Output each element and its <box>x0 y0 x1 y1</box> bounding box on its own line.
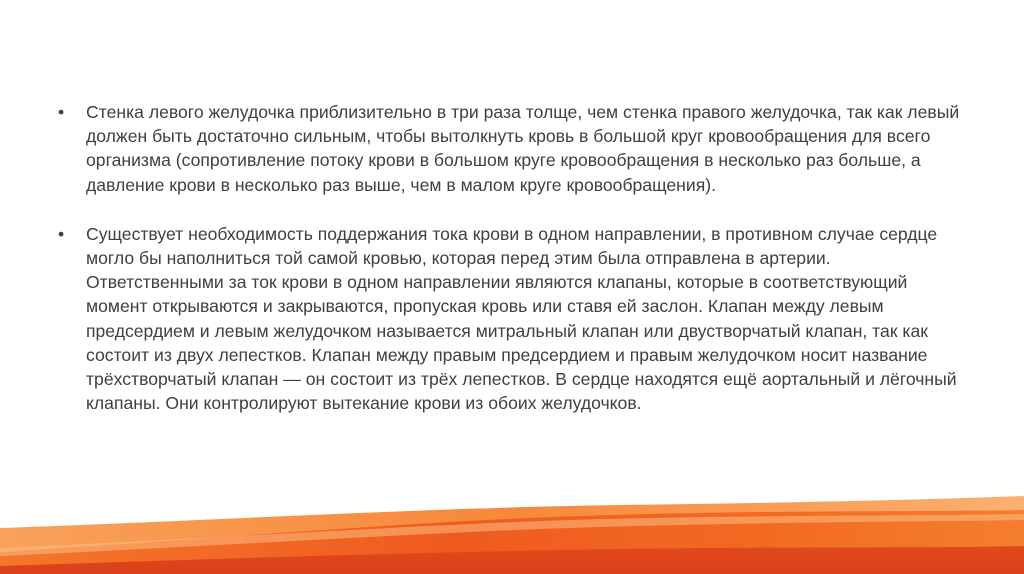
bullet-icon: • <box>58 102 65 122</box>
bullet-icon: • <box>58 223 65 244</box>
bullet-text: Стенка левого желудочка приблизительно в три раза толще, чем стенка правого желудочка, так как левый должен быть достаточно сильным, чтобы вытолкнуть кровь в большой круг кровообращения для всего организма (сопротивление потоку крови в большом круге кровообращения в несколько раз больше, а давление крови в несколько раз выше, чем в малом круге кровообращения). <box>86 102 960 195</box>
bullet-text: Существует необходимость поддержания тока крови в одном направлении, в противном случае сердце могло бы наполниться той самой кровью, которая перед этим была отправлена в артерии. Ответственными за ток крови в одном направлении являются клапаны, которые в соответствующий момент открываются и закрываются, пропуская кровь или ставя ей заслон. Клапан между левым предсердием и левым желудочком называется митральный клапан или двустворчатый клапан, так как состоит из двух лепестков. Клапан между правым предсердием и правым желудочком носит название трёхстворчатый клапан — он состоит из трёх лепестков. В сердце находятся ещё аортальный и лёгочный клапаны. Они контролируют вытекание крови из обоих желудочков. <box>86 223 957 414</box>
